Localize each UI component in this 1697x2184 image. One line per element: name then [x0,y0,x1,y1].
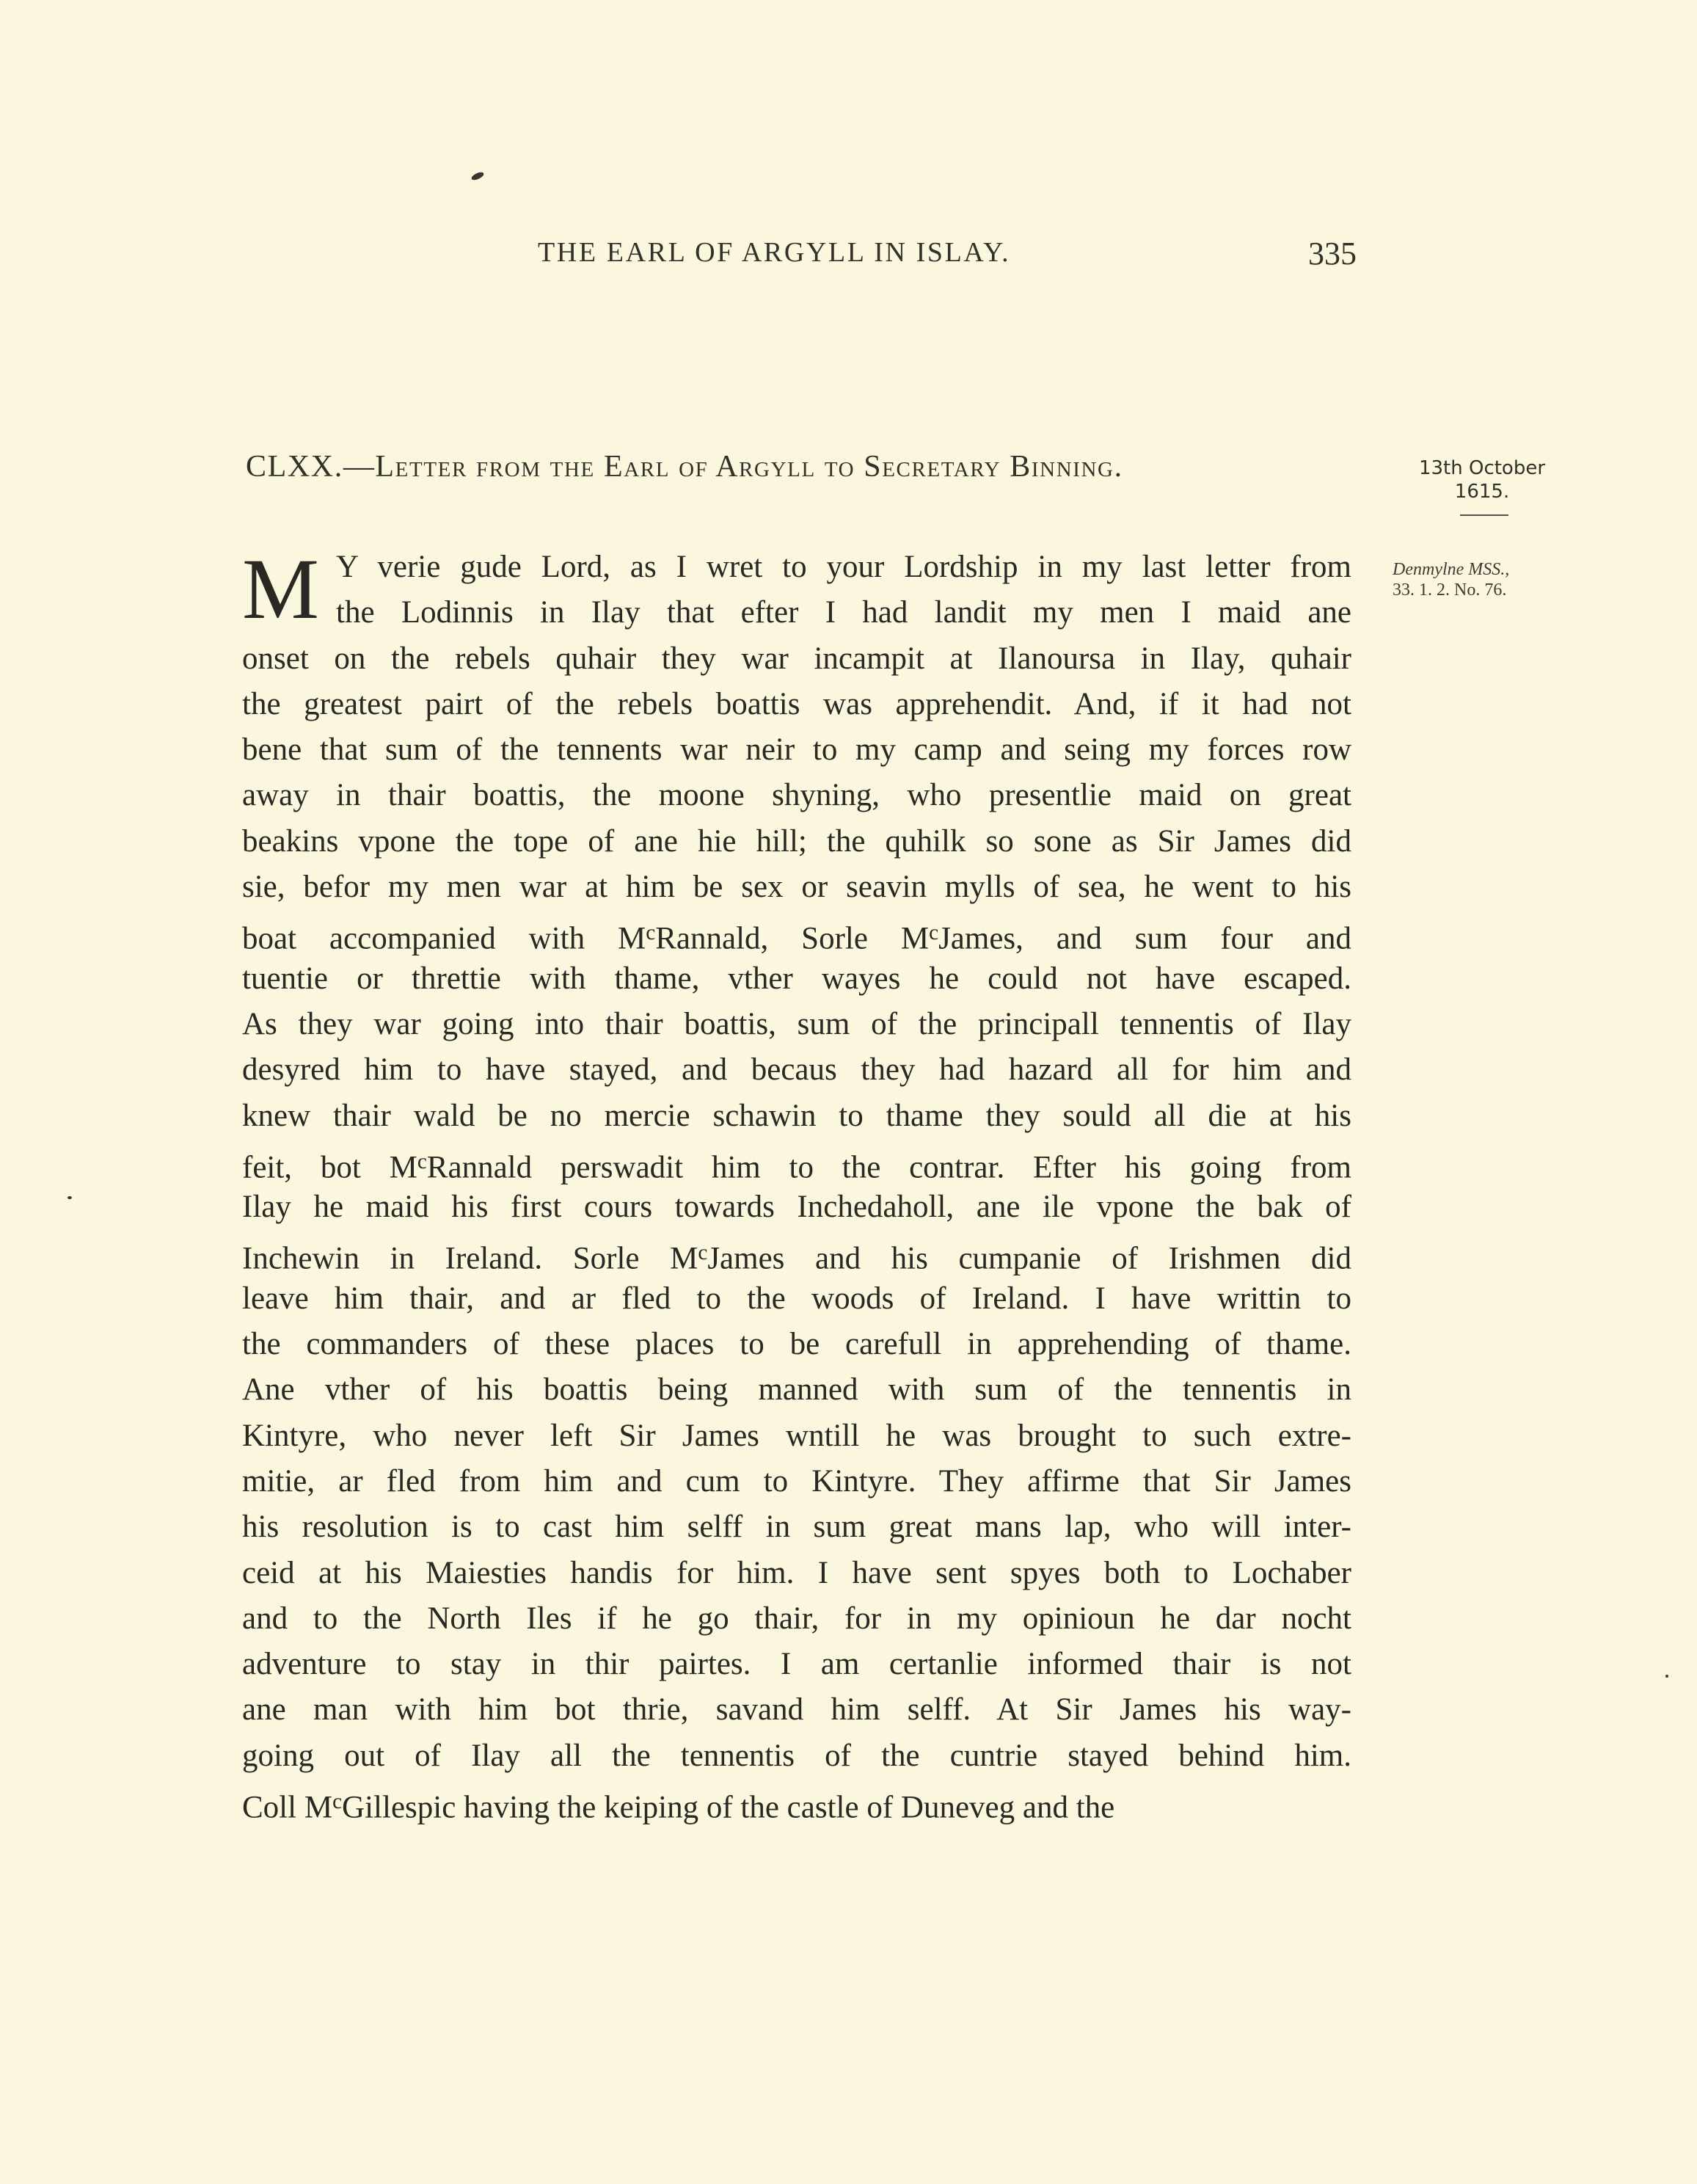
letter-lines [242,541,1351,1825]
running-head-title: THE EARL OF ARGYLL IN ISLAY. [538,237,1011,268]
text-line: boat accompanied with $M^cRannald$, Sorle $M^cJames$, and sum four and [242,921,1351,956]
text-line: Ane vther of his boattis being manned with sum of the tennentis in [242,1372,1351,1408]
letter-heading: CLXX.—Letter from the Earl of Argyll to Secretary Binning. [246,450,1123,484]
margin-date-year: 1615. [1454,481,1510,503]
drop-cap: M [242,541,319,637]
text-line: tuentie or threttie with thame, vther wayes he could not have escaped. [242,961,1351,996]
text-line: feit, bot $M^cRannald$ perswadit him to the contrar. Efter his going from [242,1149,1351,1185]
text-line: ane man with him bot thrie, savand him selff. At Sir James his way- [242,1692,1351,1728]
text-line: bene that sum of the tennents war neir to my camp and seing my forces row [242,732,1351,768]
page-number: 335 [1308,236,1357,272]
ink-speck [67,1196,72,1199]
text-line: Kintyre, who never left Sir James wntill he was brought to such extre- [242,1418,1351,1453]
text-line: the Lodinnis in Ilay that efter I had landit my men I maid ane [336,595,1351,630]
ink-speck [470,171,485,182]
margin-source [1393,559,1583,600]
ink-speck [1665,1675,1668,1678]
text-line: beakins vpone the tope of ane hie hill; the quhilk so sone as Sir James did [242,823,1351,859]
text-line: his resolution is to cast him selff in sum great mans lap, who will inter- [242,1510,1351,1545]
text-line: Inchewin in Ireland. Sorle $M^cJames$ and his cumpanie of Irishmen did [242,1241,1351,1276]
text-line: As they war going into thair boattis, sum of the principall tennentis of Ilay [242,1006,1351,1041]
letter-body [242,541,1351,1825]
margin-rule [1460,514,1508,516]
text-line: ceid at his Maiesties handis for him. I have sent spyes both to Lochaber [242,1555,1351,1590]
text-line: the commanders of these places to be carefull in apprehending of thame. [242,1327,1351,1362]
margin-date-day: 13th October [1418,457,1546,479]
text-line: Y verie gude Lord, as I wret to your Lordship in my last letter from [336,550,1351,584]
text-line: the greatest pairt of the rebels boattis was apprehendit. And, if it had not [242,686,1351,721]
text-line: going out of Ilay all the tennentis of the cuntrie stayed behind him. [242,1738,1351,1773]
margin-source-name: Denmylne MSS., [1393,560,1510,579]
running-head [0,236,1697,280]
text-line: sie, befor my men war at him be sex or seavin mylls of sea, he went to his [242,870,1351,905]
text-line: Coll $M^cGillespic$ having the keiping of the castle of Duneveg and the [242,1790,1115,1825]
text-line: adventure to stay in thir pairtes. I am certanlie informed thair is not [242,1647,1351,1682]
text-line: mitie, ar fled from him and cum to Kintyre. They affirme that Sir James [242,1463,1351,1499]
text-line: away in thair boattis, the moone shyning, who presentlie maid on great [242,778,1351,813]
text-line: and to the North Iles if he go thair, for in my opinioun he dar nocht [242,1601,1351,1636]
text-line: desyred him to have stayed, and becaus they had hazard all for him and [242,1052,1351,1088]
text-line: knew thair wald be no mercie schawin to thame they sould all die at his [242,1098,1351,1133]
text-line: onset on the rebels quhair they war incampit at Ilanoursa in Ilay, quhair [242,641,1351,676]
margin-date [1398,456,1566,503]
text-line: leave him thair, and ar fled to the woods of Ireland. I have writtin to [242,1281,1351,1316]
margin-source-ref: 33. 1. 2. No. 76. [1393,580,1507,600]
text-line: Ilay he maid his first cours towards Inchedaholl, ane ile vpone the bak of [242,1190,1351,1225]
